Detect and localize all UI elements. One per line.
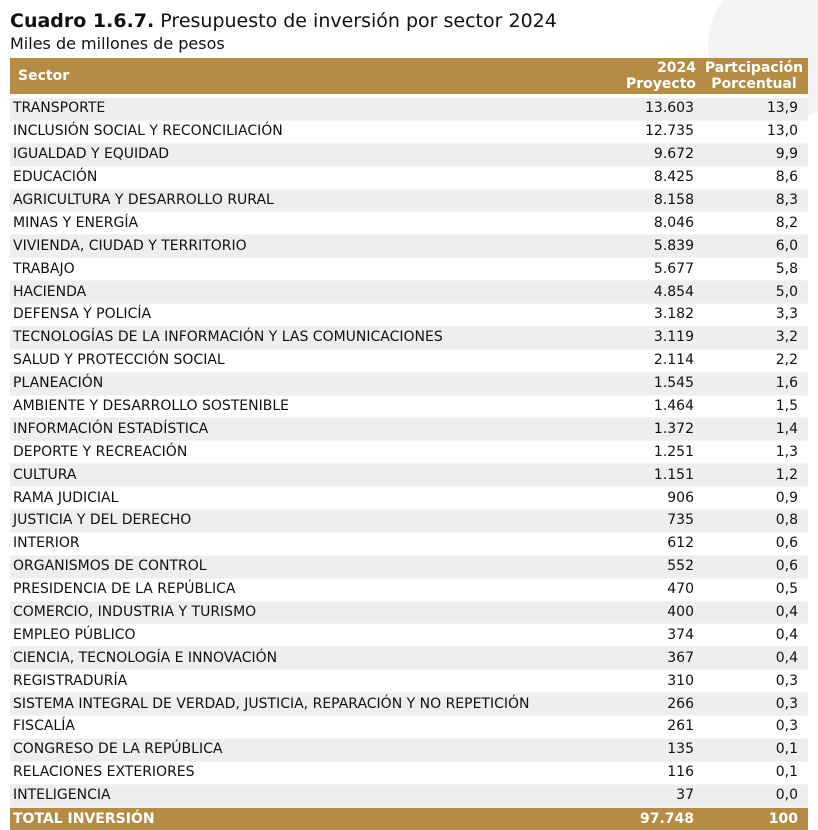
sector-pct: 0,9 [700,487,808,510]
sector-pct: 0,4 [700,601,808,624]
sector-pct: 8,2 [700,212,808,235]
header-2024-line2: Proyecto [625,76,696,92]
sector-pct: 0,6 [700,532,808,555]
table-row [10,143,808,166]
table-row [10,120,808,143]
table-row [10,98,808,120]
sector-pct: 0,6 [700,555,808,578]
sector-value: 266 [600,693,700,716]
table-row [10,349,808,372]
sector-value: 8.046 [600,212,700,235]
table-row [10,372,808,395]
sector-value: 374 [600,624,700,647]
sector-pct: 0,4 [700,624,808,647]
sector-name: EDUCACIÓN [10,166,600,189]
sector-name: DEPORTE Y RECREACIÓN [10,441,600,464]
sector-name: SALUD Y PROTECCIÓN SOCIAL [10,349,600,372]
sector-pct: 5,0 [700,281,808,304]
sector-pct: 9,9 [700,143,808,166]
sector-pct: 8,3 [700,189,808,212]
sector-name: DEFENSA Y POLICÍA [10,304,600,327]
sector-name: INTERIOR [10,532,600,555]
sector-value: 4.854 [600,281,700,304]
sector-name: AGRICULTURA Y DESARROLLO RURAL [10,189,600,212]
table-row [10,532,808,555]
table-row [10,601,808,624]
sector-name: FISCALÍA [10,716,600,739]
sector-value: 367 [600,647,700,670]
header-participacion [700,58,808,94]
table-row [10,326,808,349]
sector-value: 9.672 [600,143,700,166]
sector-value: 470 [600,578,700,601]
sector-value: 261 [600,716,700,739]
table-row [10,304,808,327]
sector-pct: 5,8 [700,258,808,281]
sector-value: 8.425 [600,166,700,189]
sector-value: 12.735 [600,120,700,143]
table-row [10,189,808,212]
sector-pct: 1,5 [700,395,808,418]
sector-pct: 1,6 [700,372,808,395]
table-row [10,395,808,418]
table-title-text: Presupuesto de inversión por sector 2024 [160,10,557,32]
header-sector: Sector [10,58,600,94]
sector-name: RAMA JUDICIAL [10,487,600,510]
table-row [10,784,808,807]
sector-name: PLANEACIÓN [10,372,600,395]
table-row [10,418,808,441]
sector-name: VIVIENDA, CIUDAD Y TERRITORIO [10,235,600,258]
sector-name: SISTEMA INTEGRAL DE VERDAD, JUSTICIA, REPARACIÓN Y NO REPETICIÓN [10,693,600,716]
table-row [10,738,808,761]
sector-pct: 13,0 [700,120,808,143]
sector-pct: 1,3 [700,441,808,464]
sector-value: 5.839 [600,235,700,258]
table-row [10,464,808,487]
sector-name: INTELIGENCIA [10,784,600,807]
sector-name: REGISTRADURÍA [10,670,600,693]
table-row [10,281,808,304]
sector-pct: 0,8 [700,510,808,533]
sector-pct: 0,0 [700,784,808,807]
sector-value: 13.603 [600,98,700,120]
sector-value: 1.251 [600,441,700,464]
sector-value: 612 [600,532,700,555]
header-2024-proyecto [600,58,700,94]
sector-pct: 0,1 [700,761,808,784]
sector-value: 310 [600,670,700,693]
sector-name: TRABAJO [10,258,600,281]
sector-pct: 0,3 [700,693,808,716]
table-caption [10,8,557,54]
sector-value: 5.677 [600,258,700,281]
sector-pct: 13,9 [700,98,808,120]
total-value: 97.748 [600,807,700,830]
table-row [10,555,808,578]
sector-pct: 6,0 [700,235,808,258]
table-body [10,94,808,807]
table-row [10,166,808,189]
sector-name: PRESIDENCIA DE LA REPÚBLICA [10,578,600,601]
header-participacion-line2: Porcentual [711,76,797,92]
table-title [10,8,557,34]
sector-value: 552 [600,555,700,578]
table-row [10,212,808,235]
sector-pct: 3,2 [700,326,808,349]
sector-pct: 0,1 [700,738,808,761]
sector-name: MINAS Y ENERGÍA [10,212,600,235]
table-row [10,441,808,464]
sector-value: 1.545 [600,372,700,395]
table-row [10,647,808,670]
table-row [10,693,808,716]
sector-name: CONGRESO DE LA REPÚBLICA [10,738,600,761]
sector-name: TECNOLOGÍAS DE LA INFORMACIÓN Y LAS COMUNICACIONES [10,326,600,349]
sector-value: 2.114 [600,349,700,372]
sector-pct: 8,6 [700,166,808,189]
total-label: TOTAL INVERSIÓN [10,807,600,830]
sector-name: AMBIENTE Y DESARROLLO SOSTENIBLE [10,395,600,418]
sector-pct: 0,5 [700,578,808,601]
sector-pct: 0,3 [700,716,808,739]
total-row [10,807,808,830]
sector-pct: 3,3 [700,304,808,327]
sector-pct: 0,4 [700,647,808,670]
sector-value: 1.151 [600,464,700,487]
sector-value: 906 [600,487,700,510]
table-row [10,487,808,510]
sector-pct: 1,2 [700,464,808,487]
total-pct: 100 [700,807,808,830]
sector-value: 135 [600,738,700,761]
sector-pct: 1,4 [700,418,808,441]
sector-value: 8.158 [600,189,700,212]
sector-value: 400 [600,601,700,624]
sector-name: TRANSPORTE [10,98,600,120]
sector-name: RELACIONES EXTERIORES [10,761,600,784]
table-footer [10,807,808,830]
sector-value: 37 [600,784,700,807]
table-row [10,670,808,693]
sector-value: 735 [600,510,700,533]
sector-name: HACIENDA [10,281,600,304]
table-number: Cuadro 1.6.7. [10,10,155,32]
investment-table [10,58,808,830]
table-header [10,58,808,94]
sector-name: JUSTICIA Y DEL DERECHO [10,510,600,533]
sector-value: 3.119 [600,326,700,349]
table-row [10,716,808,739]
table-row [10,624,808,647]
table-row [10,761,808,784]
sector-name: IGUALDAD Y EQUIDAD [10,143,600,166]
table-subtitle: Miles de millones de pesos [10,34,225,53]
sector-name: ORGANISMOS DE CONTROL [10,555,600,578]
sector-value: 3.182 [600,304,700,327]
sector-name: CULTURA [10,464,600,487]
sector-value: 1.372 [600,418,700,441]
table-row [10,578,808,601]
sector-pct: 2,2 [700,349,808,372]
sector-value: 116 [600,761,700,784]
sector-pct: 0,3 [700,670,808,693]
header-2024-line1: 2024 [657,60,696,76]
sector-value: 1.464 [600,395,700,418]
sector-name: EMPLEO PÚBLICO [10,624,600,647]
table-row [10,258,808,281]
table-row [10,235,808,258]
sector-name: COMERCIO, INDUSTRIA Y TURISMO [10,601,600,624]
sector-name: INFORMACIÓN ESTADÍSTICA [10,418,600,441]
sector-name: CIENCIA, TECNOLOGÍA E INNOVACIÓN [10,647,600,670]
sector-name: INCLUSIÓN SOCIAL Y RECONCILIACIÓN [10,120,600,143]
header-participacion-line1: Partcipación [704,60,804,76]
table-row [10,510,808,533]
